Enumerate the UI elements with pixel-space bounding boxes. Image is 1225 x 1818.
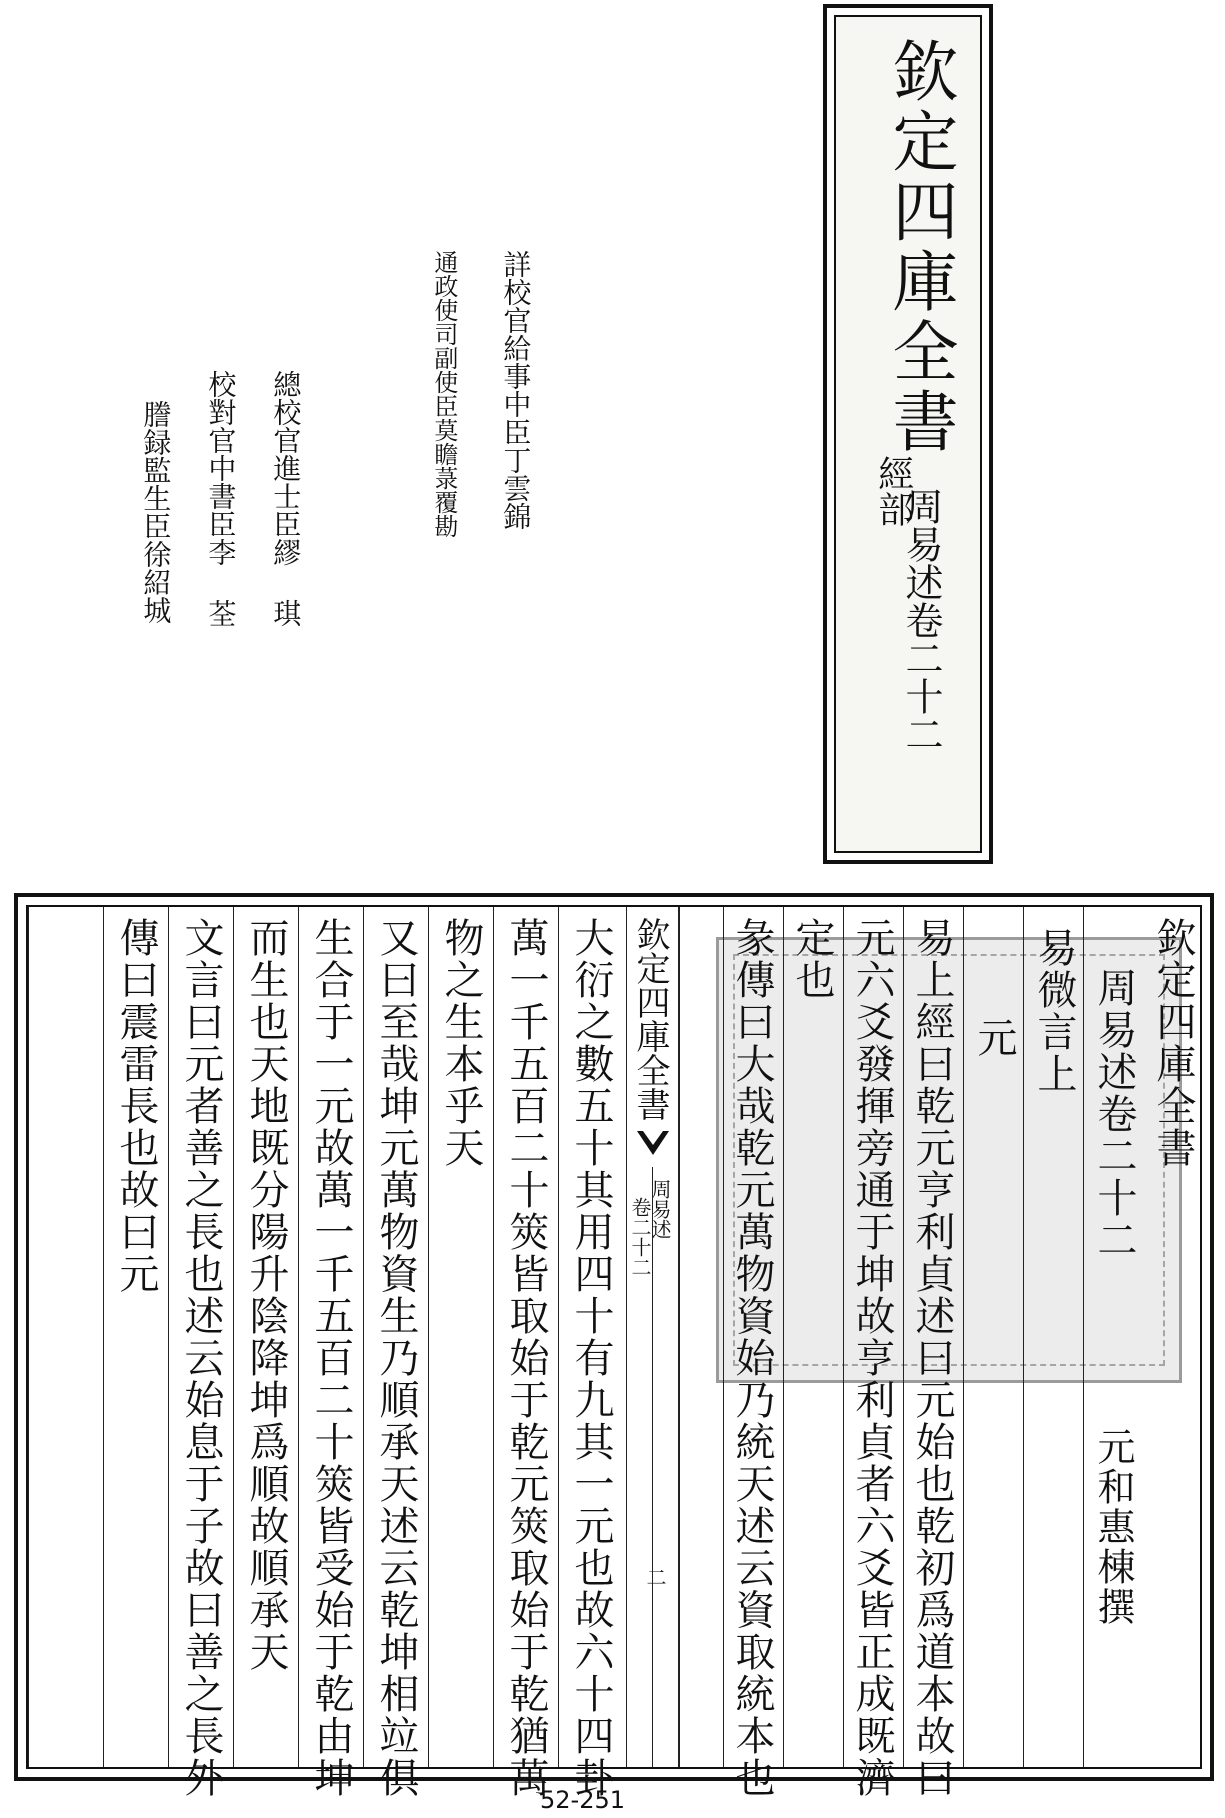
column-15 [233,907,299,1767]
text-line: 又曰至哉坤元萬物資生乃順承天述云乾坤相竝俱 [373,917,419,1799]
author-line: 元和惠棟撰 [1091,1427,1135,1627]
text-line: 傳曰震雷長也故曰元 [113,917,159,1295]
column-9 [678,907,724,1767]
credit-reviewer: 通政使司副使臣莫瞻菉覆勘 [429,250,458,538]
column-10 [558,907,627,1799]
text-line: 定也 [789,917,835,1001]
column-4 [963,907,1024,1767]
center-strip [626,907,680,1767]
column-18 [28,907,104,1767]
column-11 [493,907,559,1799]
column-1 [1143,907,1204,1767]
column-8 [723,907,784,1799]
credit-collator: 校對官中書臣李 荃 [204,370,238,627]
cover-title-frame [834,15,982,853]
strip-leaf-number: 二 [643,1567,667,1587]
column-5 [903,907,964,1799]
text-page [14,893,1214,1799]
credit-chief-collator: 總校官進士臣繆 琪 [269,370,303,627]
text-line: 易上經曰乾元亨利貞述曰元始也乾初爲道本故曰 [909,917,955,1799]
cover-title-box [823,4,993,864]
fish-tail-mark-icon [635,1129,671,1159]
column-3 [1023,907,1084,1767]
text-line: 生合于一元故萬一千五百二十筴皆受始于乾由坤 [308,917,354,1799]
text-line: 文言曰元者善之長也述云始息于子故曰善之長外 [178,917,224,1799]
strip-title: 欽定四庫全書 [630,917,670,1121]
column-14 [298,907,364,1799]
page-number-footer: 52-251 [540,1786,626,1814]
credit-copyist: 謄録監生臣徐紹城 [139,400,173,624]
text-line: 物之生本乎天 [438,917,484,1169]
volume-heading: 周易述卷二十二 [1091,967,1137,1261]
cover-category: 經部 [872,455,914,527]
column-13 [363,907,429,1799]
column-16 [168,907,234,1799]
header-title: 欽定四庫全書 [1150,917,1196,1169]
text-line: 彖傳曰大哉乾元萬物資始乃統天述云資取統本也 [729,917,775,1799]
column-17 [103,907,169,1767]
text-line: 萬一千五百二十筴皆取始于乾元筴取始于乾猶萬 [503,917,549,1799]
text-line: 元六爻發揮旁通于坤故亨利貞者六爻皆正成既濟 [849,917,895,1799]
cover-main-title: 欽定四庫全書 [881,37,958,457]
column-7 [783,907,844,1767]
column-2 [1083,907,1144,1767]
credit-proofreader: 詳校官給事中臣丁雲錦 [499,250,533,530]
strip-volume: 卷二十二 [628,1197,652,1277]
column-12 [428,907,494,1767]
column-6 [843,907,904,1799]
text-page-frame [26,905,1202,1799]
text-line: 大衍之數五十其用四十有九其一元也故六十四卦 [568,917,614,1799]
cover-volume: 周易述卷二十二 [899,487,944,753]
strip-book-name: 周易述 [648,1179,672,1239]
section-heading: 易微言上 [1031,927,1077,1095]
topic-heading: 元 [971,1017,1017,1059]
text-line: 而生也天地既分陽升陰降坤爲順故順承天 [243,917,289,1673]
